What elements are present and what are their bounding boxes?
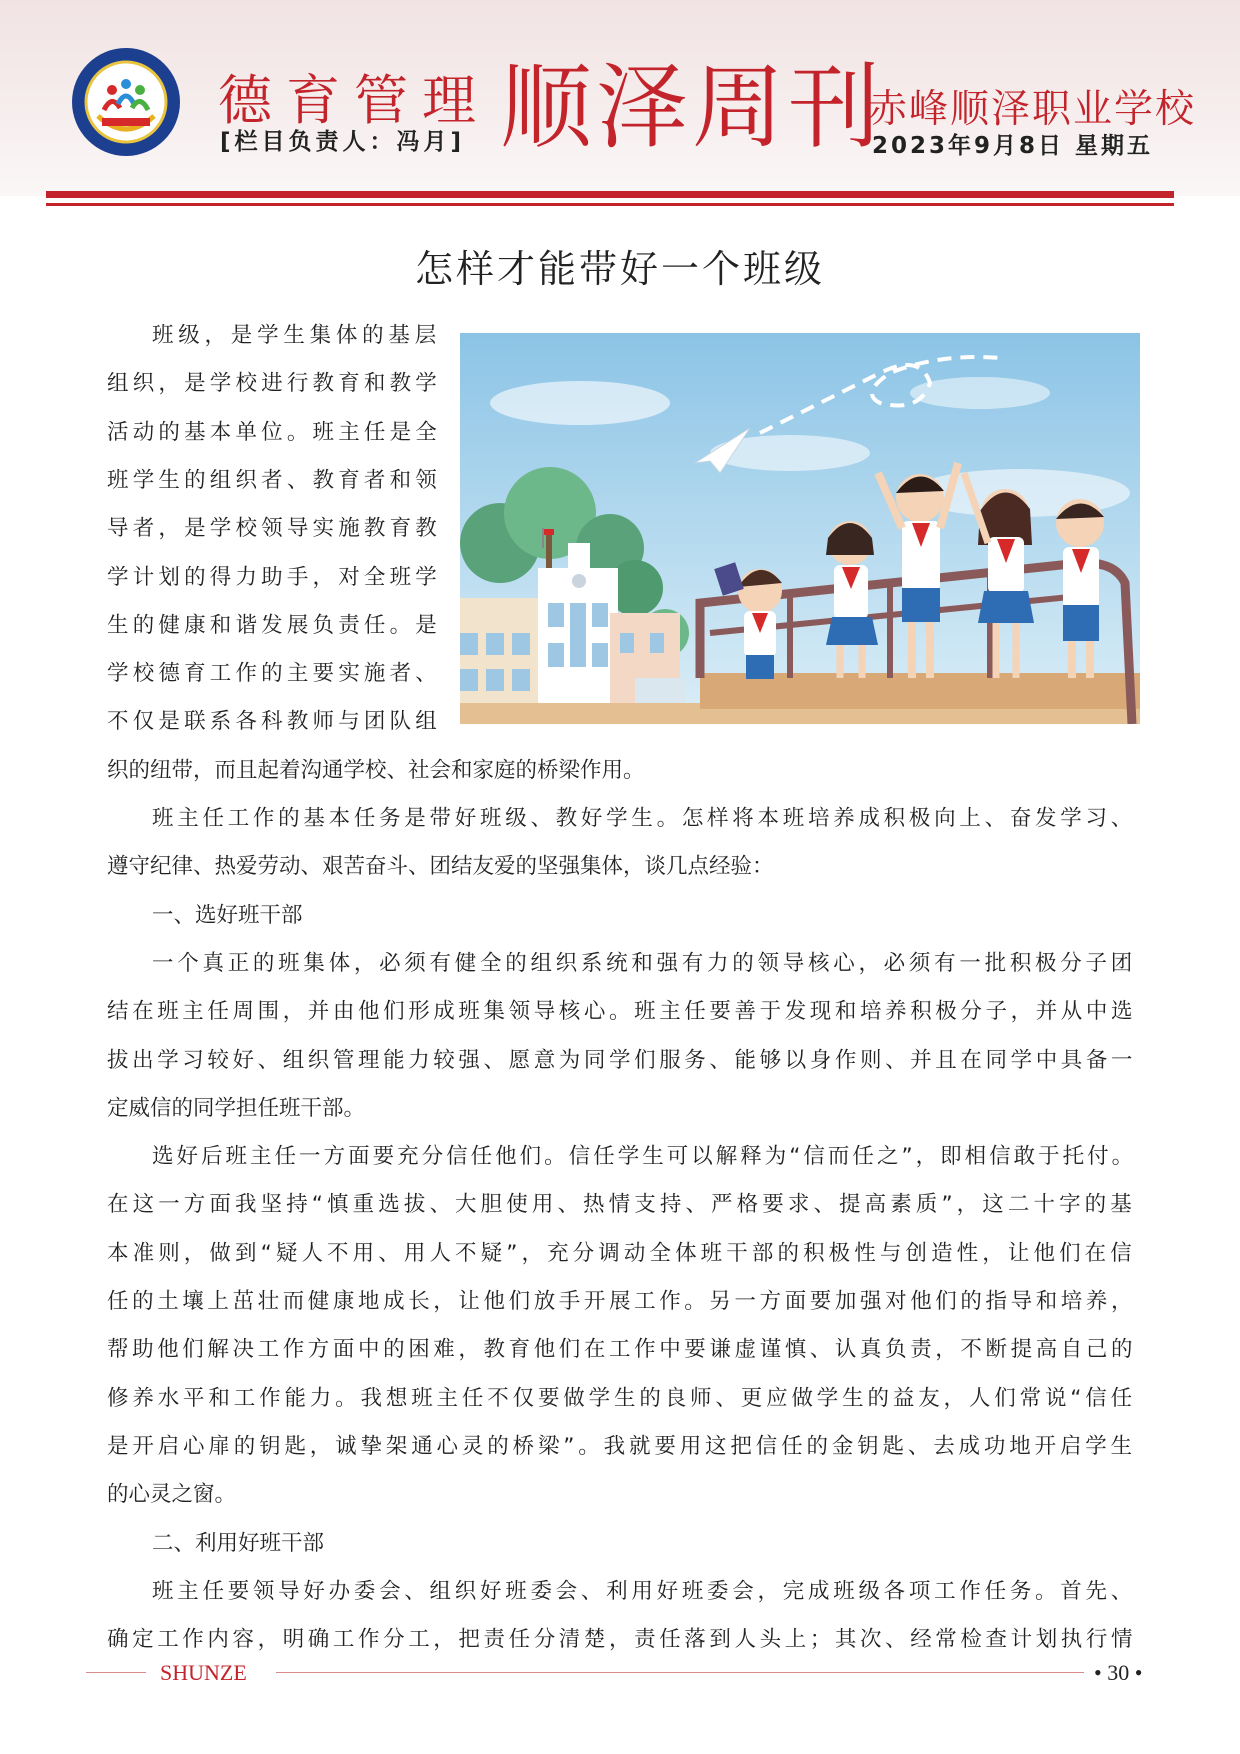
intro-line: 活动的基本单位。班主任是全: [107, 419, 441, 445]
intro-line: 导者，是学校领导实施教育教: [107, 516, 441, 542]
section-heading: 一、选好班干部: [152, 902, 303, 928]
body-line: 班主任要领导好办委会、组织好班委会、利用好班委会，完成班级各项工作任务。首先、: [152, 1578, 1136, 1604]
body-line: 帮助他们解决工作方面中的困难，教育他们在工作中要谦虚谨慎、认真负责，不断提高自己的: [107, 1337, 1137, 1363]
intro-line: 学校德育工作的主要实施者、: [107, 661, 441, 687]
header-rule: [46, 191, 1174, 198]
section-title: 德育管理: [218, 69, 490, 132]
issue-date: 2023年9月8日 星期五: [872, 133, 1154, 159]
footer-rule: [276, 1672, 1084, 1673]
article-title: 怎样才能带好一个班级: [414, 247, 825, 291]
body-line: 是开启心扉的钥匙，诚挚架通心灵的桥梁”。我就要用这把信任的金钥匙、去成功地开启学生: [107, 1433, 1136, 1459]
body-line: 本准则，做到“疑人不用、用人不疑”，充分调动全体班干部的积极性与创造性，让他们在信: [107, 1240, 1136, 1266]
body-line: 确定工作内容，明确工作分工，把责任分清楚，责任落到人头上；其次、经常检查计划执行情: [107, 1627, 1137, 1653]
body-line: 拔出学习较好、组织管理能力较强、愿意为同学们服务、能够以身作则、并且在同学中具备一: [107, 1047, 1137, 1073]
body-line: 一个真正的班集体，必须有健全的组织系统和强有力的领导核心，必须有一批积极分子团: [152, 950, 1136, 976]
intro-line: 不仅是联系各科教师与团队组: [107, 709, 441, 735]
intro-line: 班学生的组织者、教育者和领: [107, 467, 441, 493]
body-line: 结在班主任周围，并由他们形成班集领导核心。班主任要善于发现和培养积极分子，并从中选: [107, 999, 1137, 1025]
footer-brand: SHUNZE: [160, 1660, 247, 1685]
students-illustration: [460, 333, 1140, 724]
intro-line: 班级，是学生集体的基层: [152, 323, 441, 348]
school-name: 赤峰顺泽职业学校: [868, 87, 1197, 132]
section-editor: [栏目负责人：冯月]: [220, 129, 466, 155]
body-line: 任的土壤上茁壮而健康地成长，让他们放手开展工作。另一方面要加强对他们的指导和培养，: [107, 1289, 1137, 1314]
header-rule-thin: [46, 203, 1174, 206]
intro-line: 学计划的得力助手，对全班学: [107, 564, 441, 590]
intro-line: 生的健康和谐发展负责任。是: [107, 612, 441, 638]
body-line: 修养水平和工作能力。我想班主任不仅要做学生的良师、更应做学生的益友，人们常说“信任: [107, 1385, 1136, 1411]
footer-rule: [86, 1672, 146, 1673]
magazine-title: 顺泽周刊: [500, 54, 885, 161]
body-line: 在这一方面我坚持“慎重选拔、大胆使用、热情支持、严格要求、提高素质”，这二十字的基: [107, 1192, 1136, 1218]
body-line: 的心灵之窗。: [107, 1482, 237, 1508]
section-heading: 二、利用好班干部: [152, 1530, 325, 1556]
school-logo: [70, 46, 182, 158]
page-number: • 30 •: [1094, 1660, 1143, 1685]
intro-line: 组织，是学校进行教育和教学: [107, 371, 441, 397]
body-line: 定威信的同学担任班干部。: [107, 1095, 366, 1121]
intro-line: 织的纽带，而且起着沟通学校、社会和家庭的桥梁作用。: [107, 757, 645, 783]
body-line: 遵守纪律、热爱劳动、艰苦奋斗、团结友爱的坚强集体，谈几点经验：: [107, 854, 774, 880]
body-line: 选好后班主任一方面要充分信任他们。信任学生可以解释为“信而任之”，即相信敢于托付。: [152, 1144, 1137, 1170]
body-line: 班主任工作的基本任务是带好班级、教好学生。怎样将本班培养成积极向上、奋发学习、: [152, 806, 1136, 831]
